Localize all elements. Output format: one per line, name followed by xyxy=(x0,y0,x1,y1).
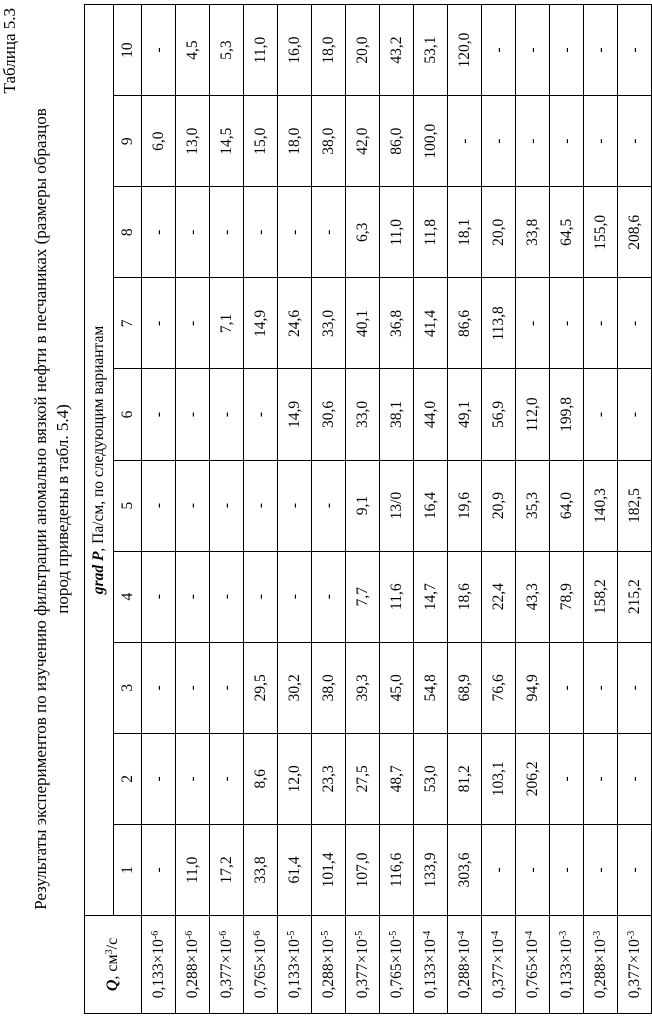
grad-value-cell: - xyxy=(176,733,210,824)
table-row xyxy=(176,5,210,1014)
grad-value-cell: 13,0 xyxy=(176,96,210,187)
grad-value-cell: 18,6 xyxy=(448,551,482,642)
q-value-cell: $0,288\times 10^{-4}$ xyxy=(448,916,482,1014)
grad-value-cell: - xyxy=(142,460,176,551)
grad-value-cell: - xyxy=(312,187,346,278)
grad-value-cell: 133,9 xyxy=(414,824,448,915)
table-number: Таблица 5.3 xyxy=(0,8,19,94)
grad-value-cell: 39,3 xyxy=(346,642,380,733)
grad-value-cell: 38,0 xyxy=(312,642,346,733)
table-row xyxy=(414,5,448,1014)
grad-value-cell: - xyxy=(142,642,176,733)
grad-value-cell: - xyxy=(210,642,244,733)
variant-header-cell: 4 xyxy=(114,551,142,642)
q-value-cell: $0,765\times 10^{-5}$ xyxy=(380,916,414,1014)
q-value-cell: $0,133\times 10^{-3}$ xyxy=(550,916,584,1014)
variant-header-cell: 2 xyxy=(114,733,142,824)
grad-value-cell: 199,8 xyxy=(550,369,584,460)
grad-value-cell: 22,4 xyxy=(482,551,516,642)
variant-header-cell: 3 xyxy=(114,642,142,733)
grad-value-cell: - xyxy=(278,551,312,642)
table-row xyxy=(482,5,516,1014)
grad-value-cell: - xyxy=(482,824,516,915)
grad-value-cell: 20,9 xyxy=(482,460,516,551)
grad-value-cell: - xyxy=(618,824,652,915)
grad-value-cell: 16,0 xyxy=(278,5,312,96)
grad-value-cell: 44,0 xyxy=(414,369,448,460)
grad-value-cell: 48,7 xyxy=(380,733,414,824)
grad-value-cell: 101,4 xyxy=(312,824,346,915)
table-row xyxy=(550,5,584,1014)
variant-header-cell: 9 xyxy=(114,96,142,187)
grad-value-cell: - xyxy=(584,96,618,187)
grad-value-cell: 49,1 xyxy=(448,369,482,460)
grad-value-cell: 16,4 xyxy=(414,460,448,551)
grad-value-cell: 43,2 xyxy=(380,5,414,96)
grad-value-cell: 20,0 xyxy=(346,5,380,96)
grad-value-cell: 53,0 xyxy=(414,733,448,824)
grad-value-cell: 76,6 xyxy=(482,642,516,733)
grad-value-cell: 33,0 xyxy=(312,278,346,369)
grad-value-cell: - xyxy=(584,278,618,369)
q-value-cell: $0,377\times 10^{-6}$ xyxy=(210,916,244,1014)
grad-value-cell: 120,0 xyxy=(448,5,482,96)
grad-value-cell: 11,6 xyxy=(380,551,414,642)
grad-value-cell: 38,0 xyxy=(312,96,346,187)
variant-header-cell: 6 xyxy=(114,369,142,460)
caption-line-1: Результаты экспериментов по изучению фильтрации аномально вязкой нефти в песчаниках (размеры образцов xyxy=(31,108,50,910)
grad-value-cell: - xyxy=(516,278,550,369)
grad-value-cell: 38,1 xyxy=(380,369,414,460)
grad-value-cell: 64,5 xyxy=(550,187,584,278)
grad-value-cell: - xyxy=(176,460,210,551)
grad-value-cell: - xyxy=(244,369,278,460)
grad-value-cell: - xyxy=(176,187,210,278)
grad-value-cell: 208,6 xyxy=(618,187,652,278)
grad-value-cell: - xyxy=(584,642,618,733)
grad-value-cell: - xyxy=(244,460,278,551)
table-row xyxy=(584,5,618,1014)
variant-header-cell: 7 xyxy=(114,278,142,369)
q-value-cell: $0,133\times 10^{-6}$ xyxy=(142,916,176,1014)
grad-value-cell: - xyxy=(142,369,176,460)
grad-p-header: grad P, Па/см, по следующим вариантам xyxy=(85,5,114,916)
table-row xyxy=(312,5,346,1014)
grad-value-cell: 36,8 xyxy=(380,278,414,369)
grad-value-cell: 12,0 xyxy=(278,733,312,824)
grad-value-cell: 41,4 xyxy=(414,278,448,369)
grad-value-cell: - xyxy=(244,551,278,642)
variant-header-cell: 1 xyxy=(114,824,142,915)
grad-value-cell: 68,9 xyxy=(448,642,482,733)
grad-value-cell: 33,0 xyxy=(346,369,380,460)
grad-value-cell: - xyxy=(550,96,584,187)
grad-value-cell: 18,0 xyxy=(312,5,346,96)
grad-value-cell: - xyxy=(482,96,516,187)
grad-value-cell: - xyxy=(618,5,652,96)
grad-value-cell: 112,0 xyxy=(516,369,550,460)
grad-value-cell: 78,9 xyxy=(550,551,584,642)
grad-value-cell: 29,5 xyxy=(244,642,278,733)
grad-value-cell: - xyxy=(550,733,584,824)
q-value-cell: $0,765\times 10^{-6}$ xyxy=(244,916,278,1014)
grad-value-cell: 7,1 xyxy=(210,278,244,369)
grad-value-cell: - xyxy=(516,824,550,915)
grad-value-cell: 15,0 xyxy=(244,96,278,187)
grad-value-cell: 86,6 xyxy=(448,278,482,369)
table-row xyxy=(210,5,244,1014)
grad-value-cell: 42,0 xyxy=(346,96,380,187)
grad-value-cell: 11,0 xyxy=(176,824,210,915)
grad-value-cell: 303,6 xyxy=(448,824,482,915)
grad-value-cell: 14,9 xyxy=(278,369,312,460)
grad-value-cell: 11,0 xyxy=(244,5,278,96)
grad-value-cell: 7,7 xyxy=(346,551,380,642)
grad-value-cell: 24,6 xyxy=(278,278,312,369)
grad-value-cell: 53,1 xyxy=(414,5,448,96)
grad-value-cell: - xyxy=(176,369,210,460)
table-row xyxy=(346,5,380,1014)
grad-value-cell: 33,8 xyxy=(244,824,278,915)
caption-line-2: пород приведены в табл. 5.4) xyxy=(53,404,72,614)
grad-value-cell: - xyxy=(244,187,278,278)
grad-value-cell: - xyxy=(618,278,652,369)
grad-value-cell: - xyxy=(550,642,584,733)
table-row xyxy=(516,5,550,1014)
grad-value-cell: - xyxy=(584,824,618,915)
q-value-cell: $0,288\times 10^{-5}$ xyxy=(312,916,346,1014)
grad-value-cell: - xyxy=(176,278,210,369)
grad-value-cell: 107,0 xyxy=(346,824,380,915)
grad-value-cell: - xyxy=(618,369,652,460)
grad-value-cell: 8,6 xyxy=(244,733,278,824)
grad-value-cell: 158,2 xyxy=(584,551,618,642)
grad-value-cell: 13/0 xyxy=(380,460,414,551)
grad-value-cell: 45,0 xyxy=(380,642,414,733)
grad-value-cell: - xyxy=(618,733,652,824)
grad-value-cell: - xyxy=(516,5,550,96)
grad-value-cell: 4,5 xyxy=(176,5,210,96)
grad-value-cell: 11,0 xyxy=(380,187,414,278)
header-row-1 xyxy=(85,5,114,1014)
grad-value-cell: 33,8 xyxy=(516,187,550,278)
grad-value-cell: 6,0 xyxy=(142,96,176,187)
grad-value-cell: 18,1 xyxy=(448,187,482,278)
table-row xyxy=(142,5,176,1014)
grad-value-cell: 5,3 xyxy=(210,5,244,96)
q-value-cell: $0,288\times 10^{-3}$ xyxy=(584,916,618,1014)
q-value-cell: $0,133\times 10^{-5}$ xyxy=(278,916,312,1014)
grad-value-cell: - xyxy=(210,369,244,460)
grad-value-cell: - xyxy=(210,551,244,642)
grad-value-cell: 113,8 xyxy=(482,278,516,369)
variant-header-row xyxy=(114,5,142,1014)
grad-value-cell: 11,8 xyxy=(414,187,448,278)
grad-value-cell: 23,3 xyxy=(312,733,346,824)
grad-value-cell: 64,0 xyxy=(550,460,584,551)
q-value-cell: $0,133\times 10^{-4}$ xyxy=(414,916,448,1014)
grad-value-cell: - xyxy=(142,5,176,96)
grad-value-cell: 54,8 xyxy=(414,642,448,733)
grad-value-cell: 30,2 xyxy=(278,642,312,733)
table-caption xyxy=(30,29,74,989)
grad-value-cell: - xyxy=(584,5,618,96)
q-value-cell: $0,765\times 10^{-4}$ xyxy=(516,916,550,1014)
grad-value-cell: - xyxy=(312,551,346,642)
grad-value-cell: 6,3 xyxy=(346,187,380,278)
grad-value-cell: 94,9 xyxy=(516,642,550,733)
table-row xyxy=(278,5,312,1014)
grad-value-cell: 206,2 xyxy=(516,733,550,824)
grad-value-cell: - xyxy=(142,551,176,642)
grad-value-cell: - xyxy=(550,278,584,369)
grad-value-cell: 40,1 xyxy=(346,278,380,369)
grad-value-cell: 43,3 xyxy=(516,551,550,642)
q-value-cell: $0,377\times 10^{-3}$ xyxy=(618,916,652,1014)
grad-value-cell: - xyxy=(550,5,584,96)
grad-value-cell: - xyxy=(312,460,346,551)
grad-value-cell: - xyxy=(516,96,550,187)
grad-value-cell: - xyxy=(618,96,652,187)
grad-value-cell: 9,1 xyxy=(346,460,380,551)
grad-value-cell: - xyxy=(210,187,244,278)
grad-value-cell: 17,2 xyxy=(210,824,244,915)
grad-value-cell: 14,5 xyxy=(210,96,244,187)
grad-value-cell: 215,2 xyxy=(618,551,652,642)
grad-value-cell: 86,0 xyxy=(380,96,414,187)
grad-value-cell: 19,6 xyxy=(448,460,482,551)
variant-header-cell: 10 xyxy=(114,5,142,96)
grad-value-cell: - xyxy=(448,96,482,187)
data-table xyxy=(84,4,652,1014)
table-row xyxy=(244,5,278,1014)
grad-value-cell: - xyxy=(278,187,312,278)
grad-value-cell: - xyxy=(142,733,176,824)
grad-value-cell: - xyxy=(584,733,618,824)
grad-value-cell: 116,6 xyxy=(380,824,414,915)
q-column-header: Q, $см^3/с$ xyxy=(85,916,142,1014)
grad-value-cell: 14,9 xyxy=(244,278,278,369)
grad-value-cell: - xyxy=(550,824,584,915)
grad-value-cell: 140,3 xyxy=(584,460,618,551)
grad-value-cell: 81,2 xyxy=(448,733,482,824)
grad-value-cell: - xyxy=(210,460,244,551)
grad-value-cell: - xyxy=(278,460,312,551)
grad-value-cell: 14,7 xyxy=(414,551,448,642)
q-value-cell: $0,377\times 10^{-5}$ xyxy=(346,916,380,1014)
grad-value-cell: 35,3 xyxy=(516,460,550,551)
grad-value-cell: 20,0 xyxy=(482,187,516,278)
grad-value-cell: - xyxy=(176,642,210,733)
grad-value-cell: - xyxy=(482,5,516,96)
grad-value-cell: - xyxy=(210,733,244,824)
grad-value-cell: 100,0 xyxy=(414,96,448,187)
grad-value-cell: 61,4 xyxy=(278,824,312,915)
grad-value-cell: - xyxy=(142,187,176,278)
grad-value-cell: - xyxy=(142,824,176,915)
grad-value-cell: 30,6 xyxy=(312,369,346,460)
grad-value-cell: 155,0 xyxy=(584,187,618,278)
table-row xyxy=(618,5,652,1014)
q-value-cell: $0,288\times 10^{-6}$ xyxy=(176,916,210,1014)
variant-header-cell: 5 xyxy=(114,460,142,551)
grad-value-cell: 103,1 xyxy=(482,733,516,824)
grad-value-cell: 56,9 xyxy=(482,369,516,460)
table-row xyxy=(448,5,482,1014)
grad-value-cell: - xyxy=(142,278,176,369)
grad-value-cell: - xyxy=(584,369,618,460)
variant-header-cell: 8 xyxy=(114,187,142,278)
grad-value-cell: - xyxy=(176,551,210,642)
grad-value-cell: 27,5 xyxy=(346,733,380,824)
q-value-cell: $0,377\times 10^{-4}$ xyxy=(482,916,516,1014)
grad-value-cell: 18,0 xyxy=(278,96,312,187)
grad-value-cell: 182,5 xyxy=(618,460,652,551)
table-row xyxy=(380,5,414,1014)
grad-value-cell: - xyxy=(618,642,652,733)
